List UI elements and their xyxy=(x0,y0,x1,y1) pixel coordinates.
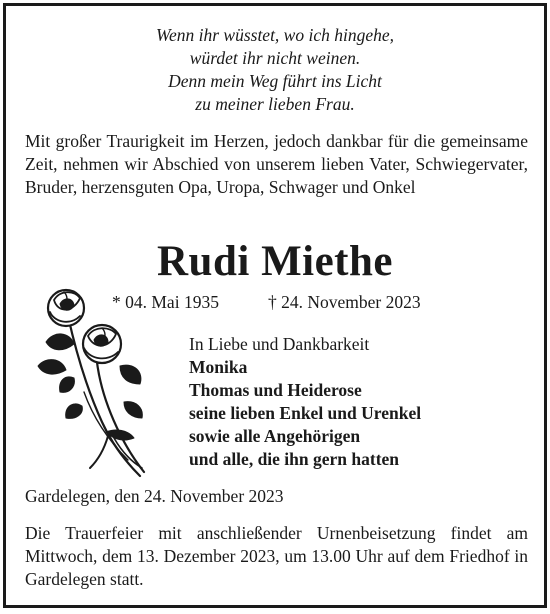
mourners-heading: In Liebe und Dankbarkeit xyxy=(189,334,370,354)
funeral-info: Die Trauerfeier mit anschließender Urnenbeisetzung findet am Mittwoch, dem 13. Dezember 2023, um 13.00 Uhr auf dem Friedhof in Gardelegen statt. xyxy=(25,523,528,589)
mourner-name: seine lieben Enkel und Urenkel xyxy=(189,403,422,423)
rose-icon xyxy=(24,282,170,478)
place-date: Gardelegen, den 24. November 2023 xyxy=(25,486,284,506)
death-date: † 24. November 2023 xyxy=(268,292,421,312)
intro-text: Mit großer Traurigkeit im Herzen, jedoch dankbar für die gemeinsame Zeit, nehmen wir Abschied von unserem lieben Vater, Schwiegervater, Bruder, herzensguten Opa, Uropa, Schwager und Onkel xyxy=(25,131,528,197)
obituary-notice xyxy=(3,3,547,608)
mourner-name: und alle, die ihn gern hatten xyxy=(189,449,400,469)
mourner-name: sowie alle Angehörigen xyxy=(189,426,361,446)
mourner-name: Monika xyxy=(189,357,248,377)
poem-line: würdet ihr nicht weinen. xyxy=(189,48,361,68)
mourner-name: Thomas und Heiderose xyxy=(189,380,362,400)
poem xyxy=(6,24,544,116)
poem-line: Denn mein Weg führt ins Licht xyxy=(168,71,382,91)
poem-line: zu meiner lieben Frau. xyxy=(195,94,355,114)
poem-line: Wenn ihr wüsstet, wo ich hingehe, xyxy=(155,25,395,45)
mourners xyxy=(189,333,421,471)
deceased-name: Rudi Miethe xyxy=(156,238,394,285)
birth-date: * 04. Mai 1935 xyxy=(112,292,219,312)
